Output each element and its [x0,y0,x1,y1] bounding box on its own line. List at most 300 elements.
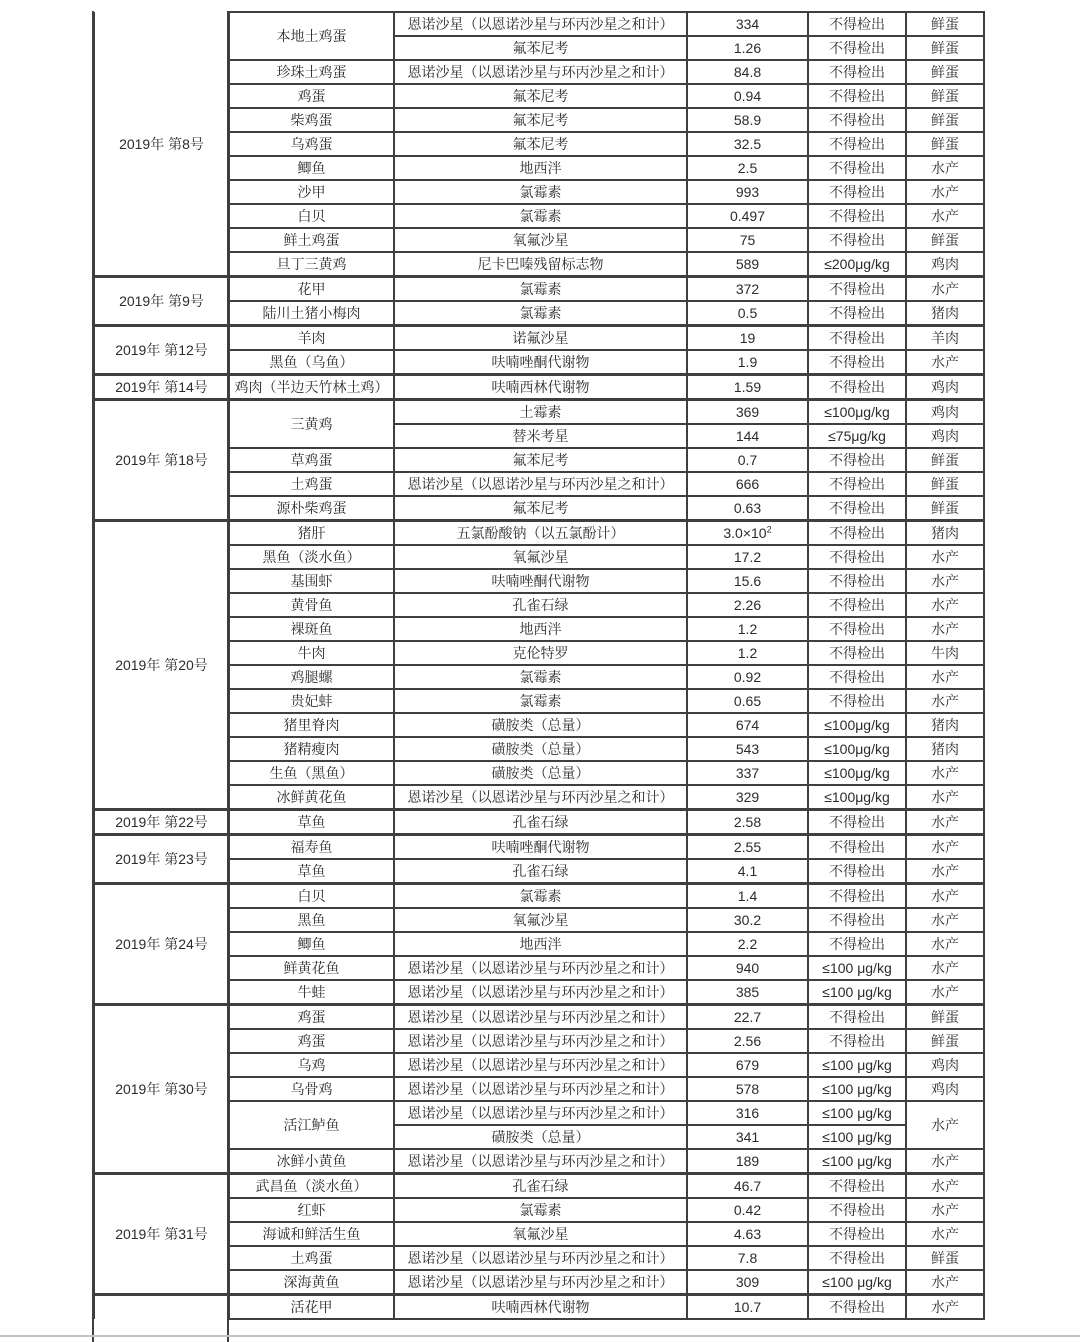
value-cell-text: 3.0×10 [723,525,767,541]
category-cell [906,1101,984,1149]
category-cell-text: 鲜蛋 [931,88,959,104]
value-cell [687,1029,808,1053]
substance-cell-text: 氟苯尼考 [512,136,569,152]
food-cell-text: 黑鱼 [297,912,326,928]
category-cell-text: 鲜蛋 [931,1009,959,1025]
food-cell [229,1246,394,1270]
category-cell-text: 鲜蛋 [931,112,959,128]
substance-cell-text: 氯霉素 [519,184,562,200]
value-cell-text: 309 [735,1274,760,1290]
substance-cell-text: 恩诺沙星（以恩诺沙星与环丙沙星之和计） [407,1274,674,1290]
substance-cell [394,1125,687,1149]
value-cell [687,375,808,400]
category-cell-text: 水产 [931,1299,959,1315]
value-cell [687,1270,808,1295]
value-cell-text: 2.55 [733,839,762,855]
limit-cell-text: 不得检出 [829,281,885,297]
category-cell [906,980,984,1005]
food-cell [229,859,394,884]
value-cell-text: 679 [735,1057,760,1073]
category-cell-text: 鲜蛋 [931,64,959,80]
value-cell-text: 15.6 [733,573,762,589]
value-cell-text: 385 [735,984,760,1000]
limit-cell-text: 不得检出 [829,1178,885,1194]
category-cell-text: 水产 [931,669,959,685]
category-cell-text: 鸡肉 [931,256,959,272]
limit-cell [808,1077,906,1101]
substance-cell-text: 恩诺沙星（以恩诺沙星与环丙沙星之和计） [407,1105,674,1121]
limit-cell-text: 不得检出 [829,669,885,685]
inspection-results-table [93,11,985,1320]
limit-cell-text: 不得检出 [829,525,885,541]
substance-cell-text: 恩诺沙星（以恩诺沙星与环丙沙星之和计） [407,64,674,80]
category-cell-text: 鲜蛋 [931,500,959,516]
notice-cell [94,810,229,835]
category-cell [906,884,984,909]
limit-cell-text: 不得检出 [829,136,885,152]
substance-cell [394,1198,687,1222]
limit-cell-text: 不得检出 [829,839,885,855]
notice-cell-text: 2019年 第30号 [115,1081,208,1097]
limit-cell [808,350,906,375]
limit-cell-text: 不得检出 [829,693,885,709]
category-cell [906,1198,984,1222]
substance-cell-text: 土霉素 [519,404,562,420]
substance-cell [394,761,687,785]
food-cell [229,521,394,546]
value-cell [687,326,808,351]
food-cell [229,252,394,277]
category-cell-text: 鲜蛋 [931,232,959,248]
value-cell-text: 543 [735,741,760,757]
food-cell-text: 鸡蛋 [297,88,326,104]
substance-cell [394,810,687,835]
value-cell-text: 10.7 [733,1299,762,1315]
limit-cell-text: 不得检出 [829,379,885,395]
food-cell-text: 活花甲 [290,1299,333,1315]
category-cell-text: 猪肉 [931,305,959,321]
substance-cell-text: 氧氟沙星 [512,912,569,928]
category-cell [906,785,984,810]
substance-cell [394,1149,687,1174]
notice-cell [94,277,229,326]
table-row [94,1005,984,1030]
category-cell-text: 鸡肉 [931,1081,959,1097]
category-cell [906,956,984,980]
value-cell-text: 993 [735,184,760,200]
value-cell [687,424,808,448]
food-cell-text: 土鸡蛋 [290,476,333,492]
category-cell-text: 水产 [931,597,959,613]
food-cell [229,301,394,326]
food-cell [229,496,394,521]
food-cell [229,1029,394,1053]
value-cell [687,301,808,326]
value-cell [687,932,808,956]
value-cell-text: 341 [735,1129,760,1145]
value-cell [687,689,808,713]
category-cell-text: 水产 [931,912,959,928]
limit-cell [808,277,906,302]
limit-cell-text: 不得检出 [829,1299,885,1315]
value-cell-text: 19 [739,330,756,346]
value-cell [687,36,808,60]
food-cell-text: 福寿鱼 [290,839,333,855]
substance-cell [394,60,687,84]
value-cell-text: 1.9 [737,354,758,370]
value-cell-text: 578 [735,1081,760,1097]
limit-cell-text: 不得检出 [829,112,885,128]
category-cell [906,908,984,932]
notice-cell [94,521,229,810]
value-cell-text: 2.5 [737,160,758,176]
food-cell-text: 牛肉 [297,645,326,661]
value-cell-text: 22.7 [733,1009,762,1025]
food-cell-text: 猪精瘦肉 [283,741,340,757]
substance-cell [394,884,687,909]
food-cell [229,569,394,593]
category-cell [906,859,984,884]
value-cell [687,472,808,496]
category-cell-text: 鲜蛋 [931,1033,959,1049]
food-cell-text: 武昌鱼（淡水鱼） [255,1178,368,1194]
substance-cell [394,1029,687,1053]
food-cell-text: 白贝 [297,208,326,224]
limit-cell [808,424,906,448]
limit-cell [808,593,906,617]
value-cell [687,1295,808,1320]
limit-cell-text: ≤100 μg/kg [822,1274,892,1290]
value-cell-text: 940 [735,960,760,976]
limit-cell-text: ≤100μg/kg [824,789,890,805]
value-cell [687,641,808,665]
value-cell-text: 4.1 [737,863,758,879]
limit-cell [808,496,906,521]
substance-cell-text: 孔雀石绿 [512,1178,569,1194]
limit-cell-text: 不得检出 [829,16,885,32]
value-cell-text: 2.26 [733,597,762,613]
food-cell [229,617,394,641]
substance-cell [394,859,687,884]
limit-cell [808,1149,906,1174]
limit-cell [808,1101,906,1125]
food-cell-text: 三黄鸡 [290,416,333,432]
food-cell-text: 草鱼 [297,863,326,879]
substance-cell-text: 氧氟沙星 [512,1226,569,1242]
value-cell-text: 372 [735,281,760,297]
limit-cell-text: ≤100μg/kg [824,765,890,781]
substance-cell [394,400,687,425]
value-cell-text: 2.56 [733,1033,762,1049]
food-cell-text: 鸡肉（半边天竹林土鸡） [234,379,389,395]
substance-cell-text: 呋喃唑酮代谢物 [491,573,590,589]
substance-cell-text: 磺胺类（总量） [491,765,590,781]
category-cell [906,1149,984,1174]
notice-cell-text: 2019年 第22号 [115,814,208,830]
substance-cell-text: 呋喃西林代谢物 [491,1299,590,1315]
notice-cell-text: 2019年 第18号 [115,452,208,468]
category-cell-text: 水产 [931,1274,959,1290]
limit-cell-text: 不得检出 [829,184,885,200]
category-cell [906,761,984,785]
category-cell [906,496,984,521]
limit-cell-text: 不得检出 [829,621,885,637]
category-cell-text: 水产 [931,354,959,370]
value-cell-text: 4.63 [733,1226,762,1242]
category-cell [906,448,984,472]
limit-cell-text: ≤100 μg/kg [822,1057,892,1073]
category-cell-text: 水产 [931,160,959,176]
value-cell [687,156,808,180]
substance-cell [394,785,687,810]
category-cell-text: 水产 [931,765,959,781]
value-cell-text: 1.4 [737,888,758,904]
substance-cell [394,424,687,448]
substance-cell [394,132,687,156]
food-cell-text: 柴鸡蛋 [290,112,333,128]
substance-cell-text: 氯霉素 [519,888,562,904]
food-cell-text: 陆川土猪小梅肉 [262,305,361,321]
limit-cell [808,785,906,810]
substance-cell-text: 替米考星 [512,428,569,444]
food-cell [229,980,394,1005]
category-cell [906,228,984,252]
value-cell-text: 0.63 [733,500,762,516]
value-cell [687,761,808,785]
value-cell [687,884,808,909]
value-cell-text: 75 [739,232,756,248]
food-cell [229,593,394,617]
value-cell [687,400,808,425]
value-cell [687,617,808,641]
value-cell-text: 0.5 [737,305,758,321]
category-cell [906,545,984,569]
limit-cell [808,1005,906,1030]
limit-cell [808,665,906,689]
substance-cell [394,980,687,1005]
category-cell [906,400,984,425]
limit-cell [808,132,906,156]
value-cell [687,350,808,375]
food-cell-text: 生鱼（黑鱼） [269,765,354,781]
notice-cell [94,400,229,521]
value-cell [687,108,808,132]
category-cell-text: 水产 [931,1117,959,1133]
category-cell-text: 牛肉 [931,645,959,661]
value-cell-text: 58.9 [733,112,762,128]
value-cell-text: 189 [735,1153,760,1169]
notice-cell-text: 2019年 第8号 [119,135,204,152]
notice-cell-text: 2019年 第24号 [115,936,208,952]
limit-cell-text: 不得检出 [829,160,885,176]
limit-cell-text: ≤75μg/kg [828,428,886,444]
category-cell-text: 水产 [931,693,959,709]
value-cell-text: 0.94 [733,88,762,104]
value-cell-text: 1.26 [733,40,762,56]
food-cell-text: 土鸡蛋 [290,1250,333,1266]
food-cell-text: 鸡腿螺 [290,669,333,685]
substance-cell-text: 诺氟沙星 [512,330,569,346]
limit-cell-text: 不得检出 [829,500,885,516]
notice-cell [94,375,229,400]
limit-cell [808,569,906,593]
value-cell [687,12,808,36]
food-cell [229,689,394,713]
category-cell [906,36,984,60]
limit-cell-text: 不得检出 [829,476,885,492]
food-cell-text: 红虾 [297,1202,326,1218]
category-cell [906,569,984,593]
food-cell-text: 黑鱼（淡水鱼） [262,549,361,565]
category-cell-text: 鲜蛋 [931,16,959,32]
value-cell [687,132,808,156]
value-cell [687,496,808,521]
value-cell [687,1077,808,1101]
food-cell [229,1101,394,1149]
substance-cell-text: 孔雀石绿 [512,814,569,830]
value-cell-text: 316 [735,1105,760,1121]
limit-cell-text: 不得检出 [829,936,885,952]
value-cell-text: 0.42 [733,1202,762,1218]
food-cell-text: 白贝 [297,888,326,904]
limit-cell-text: ≤100 μg/kg [822,1081,892,1097]
food-cell [229,1295,394,1320]
table-row [94,1295,984,1320]
substance-cell-text: 恩诺沙星（以恩诺沙星与环丙沙星之和计） [407,960,674,976]
notice-cell-text: 2019年 第9号 [119,293,204,309]
limit-cell [808,932,906,956]
value-cell-text: 0.92 [733,669,762,685]
food-cell-text: 活江鲈鱼 [283,1117,340,1133]
value-cell [687,1101,808,1125]
category-cell [906,1270,984,1295]
food-cell-text: 鸡蛋 [297,1009,326,1025]
food-cell [229,1270,394,1295]
limit-cell-text: ≤100 μg/kg [822,984,892,1000]
food-cell [229,400,394,449]
limit-cell-text: 不得检出 [829,597,885,613]
substance-cell-text: 地西泮 [519,936,562,952]
value-cell [687,956,808,980]
category-cell-text: 水产 [931,281,959,297]
substance-cell [394,713,687,737]
value-cell [687,569,808,593]
food-cell-text: 乌骨鸡 [290,1081,333,1097]
limit-cell-text: 不得检出 [829,863,885,879]
limit-cell-text: ≤100μg/kg [824,741,890,757]
substance-cell [394,1077,687,1101]
limit-cell [808,737,906,761]
category-cell-text: 鸡肉 [931,379,959,395]
limit-cell-text: 不得检出 [829,1250,885,1266]
value-cell [687,448,808,472]
food-cell [229,545,394,569]
category-cell-text: 水产 [931,814,959,830]
substance-cell [394,737,687,761]
value-cell [687,228,808,252]
food-cell [229,1053,394,1077]
category-cell-text: 鸡肉 [931,1057,959,1073]
value-cell [687,1198,808,1222]
limit-cell-text: 不得检出 [829,305,885,321]
substance-cell [394,448,687,472]
substance-cell-text: 恩诺沙星（以恩诺沙星与环丙沙星之和计） [407,1250,674,1266]
category-cell [906,1246,984,1270]
limit-cell [808,1174,906,1199]
limit-cell [808,375,906,400]
substance-cell [394,1174,687,1199]
value-cell-text: 30.2 [733,912,762,928]
food-cell [229,350,394,375]
limit-cell [808,835,906,860]
value-cell [687,180,808,204]
substance-cell-text: 氯霉素 [519,669,562,685]
value-cell [687,84,808,108]
food-cell [229,641,394,665]
substance-cell-text: 恩诺沙星（以恩诺沙星与环丙沙星之和计） [407,16,674,32]
value-cell-text: 17.2 [733,549,762,565]
substance-cell-text: 磺胺类（总量） [491,741,590,757]
food-cell-text: 冰鲜黄花鱼 [276,789,347,805]
category-cell-text: 鲜蛋 [931,452,959,468]
limit-cell-text: 不得检出 [829,1033,885,1049]
value-cell-text: 0.65 [733,693,762,709]
value-cell [687,60,808,84]
substance-cell-text: 呋喃唑酮代谢物 [491,354,590,370]
food-cell-text: 乌鸡蛋 [290,136,333,152]
substance-cell [394,204,687,228]
category-cell [906,156,984,180]
food-cell [229,835,394,860]
substance-cell-text: 磺胺类（总量） [491,717,590,733]
value-cell-text: 329 [735,789,760,805]
substance-cell [394,472,687,496]
food-cell [229,60,394,84]
category-cell-text: 水产 [931,839,959,855]
limit-cell [808,1246,906,1270]
category-cell [906,132,984,156]
food-cell-text: 草鸡蛋 [290,452,333,468]
substance-cell-text: 氟苯尼考 [512,112,569,128]
limit-cell [808,617,906,641]
category-cell [906,593,984,617]
substance-cell [394,1222,687,1246]
value-cell [687,737,808,761]
limit-cell [808,641,906,665]
substance-cell [394,1053,687,1077]
limit-cell-text: 不得检出 [829,40,885,56]
limit-cell [808,521,906,546]
food-cell [229,761,394,785]
food-cell-text: 猪里脊肉 [283,717,340,733]
limit-cell-text: 不得检出 [829,330,885,346]
notice-cell [94,884,229,1005]
limit-cell-text: 不得检出 [829,232,885,248]
food-cell-text: 基围虾 [290,573,333,589]
substance-cell [394,36,687,60]
limit-cell [808,204,906,228]
category-cell [906,1005,984,1030]
food-cell-text: 鲜土鸡蛋 [283,232,340,248]
limit-cell-text: 不得检出 [829,208,885,224]
food-cell-text: 贵妃蚌 [290,693,333,709]
category-cell [906,521,984,546]
category-cell-text: 水产 [931,621,959,637]
food-cell-text: 珍珠土鸡蛋 [276,64,347,80]
limit-cell-text: ≤100μg/kg [824,717,890,733]
category-cell-text: 猪肉 [931,741,959,757]
limit-cell [808,326,906,351]
